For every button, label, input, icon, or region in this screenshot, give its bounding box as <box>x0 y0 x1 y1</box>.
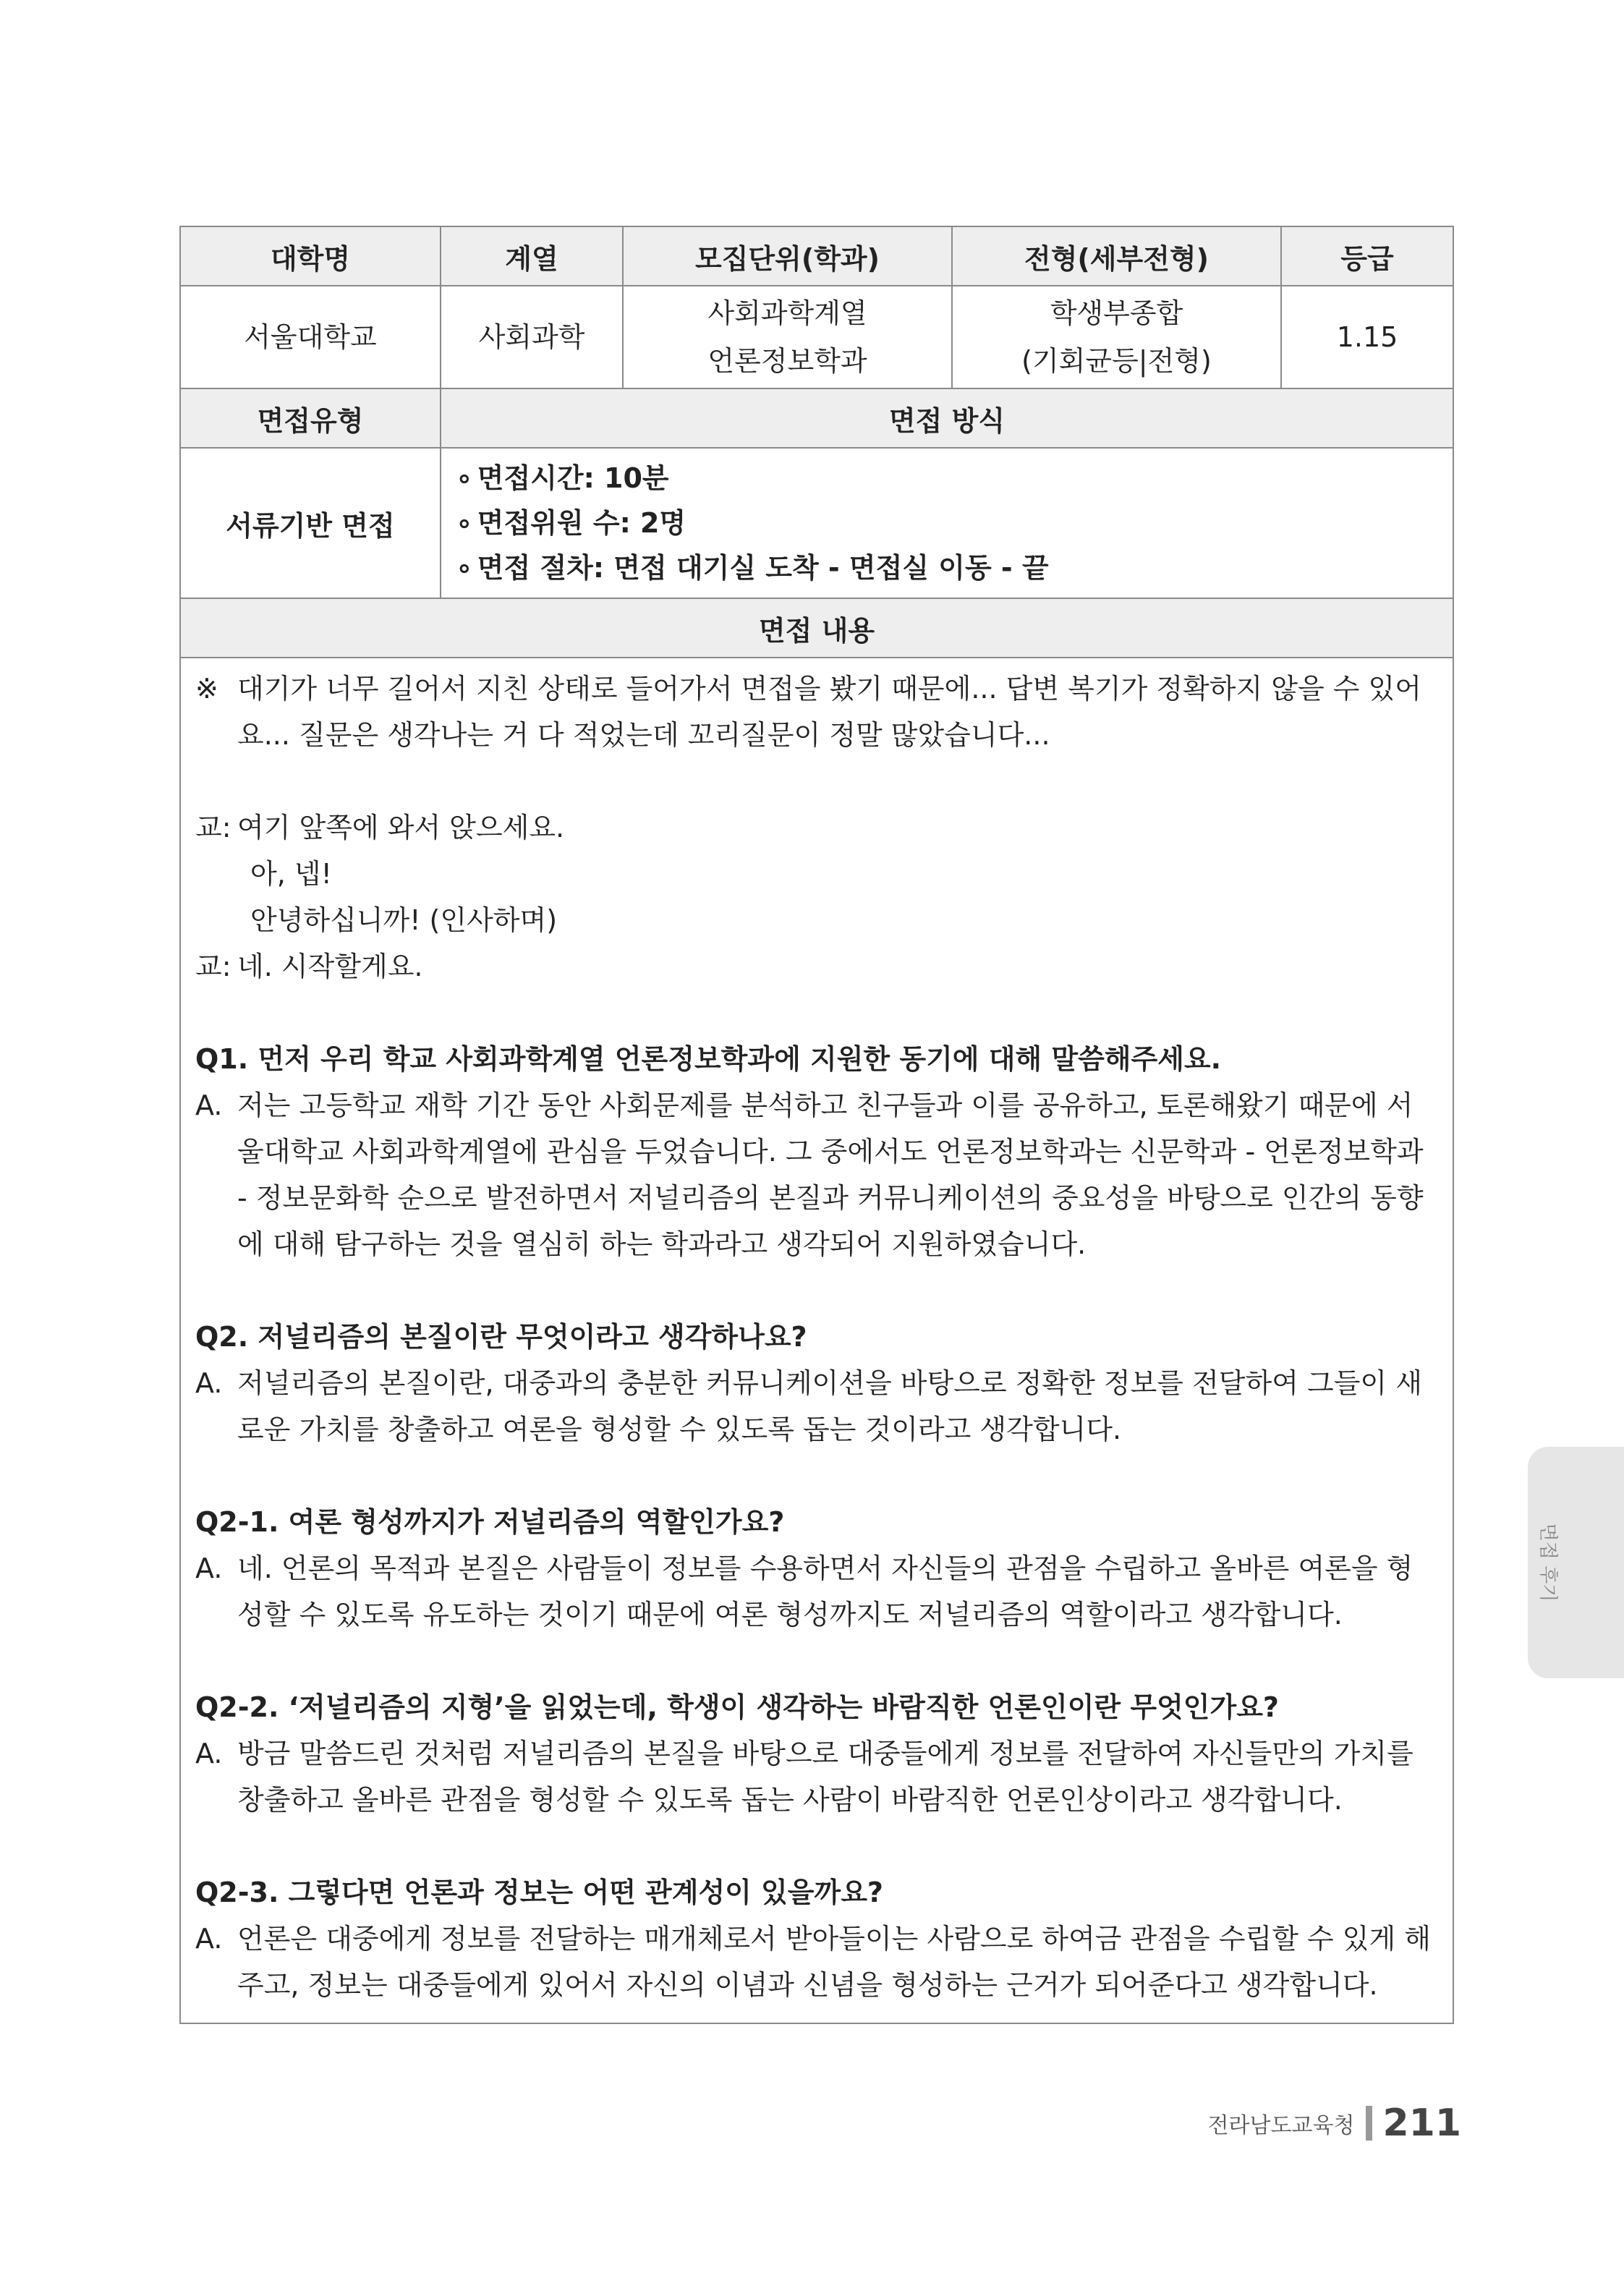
content-row <box>180 658 1453 2023</box>
dialogue-line <box>195 943 1438 990</box>
question: Q2-1. 여론 형성까지가 저널리즘의 역할인가요? <box>195 1506 785 1538</box>
dialogue-speaker: 교: <box>195 951 231 982</box>
answer-label: A. <box>195 1367 223 1399</box>
interview-row <box>180 448 1453 598</box>
dialogue-text: 안녕하십니까! (인사하며) <box>250 904 558 936</box>
dialogue-speaker: 교: <box>195 812 231 843</box>
question: Q1. 먼저 우리 학교 사회과학계열 언론정보학과에 지원한 동기에 대해 말씀해주세요. <box>195 1043 1222 1075</box>
question: Q2-3. 그렇다면 언론과 정보는 어떤 관계성이 있을까요? <box>195 1877 883 1908</box>
note-mark: ※ <box>195 673 218 705</box>
dialogue-text: 아, 넵! <box>250 858 332 890</box>
grade-cell: 1.15 <box>1281 286 1453 388</box>
dialogue-text: 여기 앞쪽에 와서 앉으세요. <box>237 812 565 843</box>
method-item: ∘ 면접위원 수: 2명 <box>456 501 1453 545</box>
note <box>195 666 1438 758</box>
note-text: 대기가 너무 길어서 지친 상태로 들어가서 면접을 봤기 때문에... 답변 복기가 정확하지 않을 수 있어요... 질문은 생각나는 거 다 적었는데 꼬리질문이 정말 많았습니다... <box>237 673 1421 751</box>
header-university: 대학명 <box>180 226 441 286</box>
method-item: ∘ 면접 절차: 면접 대기실 도착 - 면접실 이동 - 끝 <box>456 545 1453 590</box>
info-row <box>180 286 1453 388</box>
interview-type-cell: 서류기반 면접 <box>180 448 441 598</box>
interview-header-row <box>180 388 1453 448</box>
footer-org: 전라남도교육청 <box>1207 2113 1355 2138</box>
question: Q2-2. ‘저널리즘의 지형’을 읽었는데, 학생이 생각하는 바람직한 언론인이란 무엇인가요? <box>195 1691 1279 1723</box>
dialogue-line <box>195 804 1438 851</box>
admission-cell <box>952 286 1281 388</box>
interview-method-header: 면접 방식 <box>441 388 1453 448</box>
dialogue-line <box>195 897 1438 943</box>
page-number: 211 <box>1382 2101 1461 2145</box>
admission-line-1: 학생부종합 <box>1050 297 1183 329</box>
answer-label: A. <box>195 1089 223 1121</box>
method-item: ∘ 면접시간: 10분 <box>456 456 1453 501</box>
answer <box>195 1082 1438 1267</box>
answer-label: A. <box>195 1552 223 1584</box>
side-tab-label: 면접 후기 <box>1536 1523 1559 1602</box>
interview-content <box>180 658 1453 2023</box>
university-cell: 서울대학교 <box>180 286 441 388</box>
header-unit: 모집단위(학과) <box>623 226 952 286</box>
header-admission: 전형(세부전형) <box>952 226 1281 286</box>
header-field: 계열 <box>441 226 623 286</box>
header-row <box>180 226 1453 286</box>
admission-line-2: (기회균등|전형) <box>1021 345 1212 377</box>
question: Q2. 저널리즘의 본질이란 무엇이라고 생각하나요? <box>195 1321 807 1353</box>
answer-label: A. <box>195 1923 223 1955</box>
footer-divider <box>1366 2106 1372 2141</box>
field-cell: 사회과학 <box>441 286 623 388</box>
interview-type-header: 면접유형 <box>180 388 441 448</box>
answer-label: A. <box>195 1738 223 1769</box>
answer-text: 저는 고등학교 재학 기간 동안 사회문제를 분석하고 친구들과 이를 공유하고, 토론해왔기 때문에 서울대학교 사회과학계열에 관심을 두었습니다. 그 중에서도 언론정보학과는 신문학과 - 언론정보학과 - 정보문화학 순으로 발전하면서 저널리즘의 본질과 커뮤니케이션의 중요성을 바탕으로 인간의 동향에 대해 탐구하는 것을 열심히 하는 학과라고 생각되어 지원하였습니다. <box>237 1089 1424 1260</box>
answer <box>195 1916 1438 2008</box>
interview-table <box>179 226 1454 2024</box>
answer <box>195 1360 1438 1453</box>
page-footer <box>1208 2101 1461 2145</box>
dialogue-text: 네. 시작할게요. <box>237 951 423 982</box>
answer <box>195 1730 1438 1823</box>
header-grade: 등급 <box>1281 226 1453 286</box>
unit-line-1: 사회과학계열 <box>707 297 867 329</box>
answer <box>195 1545 1438 1638</box>
dialogue-line <box>195 851 1438 897</box>
answer-text: 방금 말씀드린 것처럼 저널리즘의 본질을 바탕으로 대중들에게 정보를 전달하여 자신들만의 가치를 창출하고 올바른 관점을 형성할 수 있도록 돕는 사람이 바람직한 언론인상이라고 생각합니다. <box>237 1738 1413 1816</box>
content-header: 면접 내용 <box>180 598 1453 658</box>
interview-methods <box>441 448 1453 598</box>
content-header-row <box>180 598 1453 658</box>
unit-line-2: 언론정보학과 <box>707 345 867 377</box>
section-side-tab <box>1528 1447 1624 1678</box>
unit-cell <box>623 286 952 388</box>
answer-text: 언론은 대중에게 정보를 전달하는 매개체로서 받아들이는 사람으로 하여금 관점을 수립할 수 있게 해주고, 정보는 대중들에게 있어서 자신의 이념과 신념을 형성하는 근거가 되어준다고 생각합니다. <box>237 1923 1431 2001</box>
answer-text: 저널리즘의 본질이란, 대중과의 충분한 커뮤니케이션을 바탕으로 정확한 정보를 전달하여 그들이 새로운 가치를 창출하고 여론을 형성할 수 있도록 돕는 것이라고 생각합니다. <box>237 1367 1422 1445</box>
answer-text: 네. 언론의 목적과 본질은 사람들이 정보를 수용하면서 자신들의 관점을 수립하고 올바른 여론을 형성할 수 있도록 유도하는 것이기 때문에 여론 형성까지도 저널리즘의 역할이라고 생각합니다. <box>237 1552 1413 1631</box>
